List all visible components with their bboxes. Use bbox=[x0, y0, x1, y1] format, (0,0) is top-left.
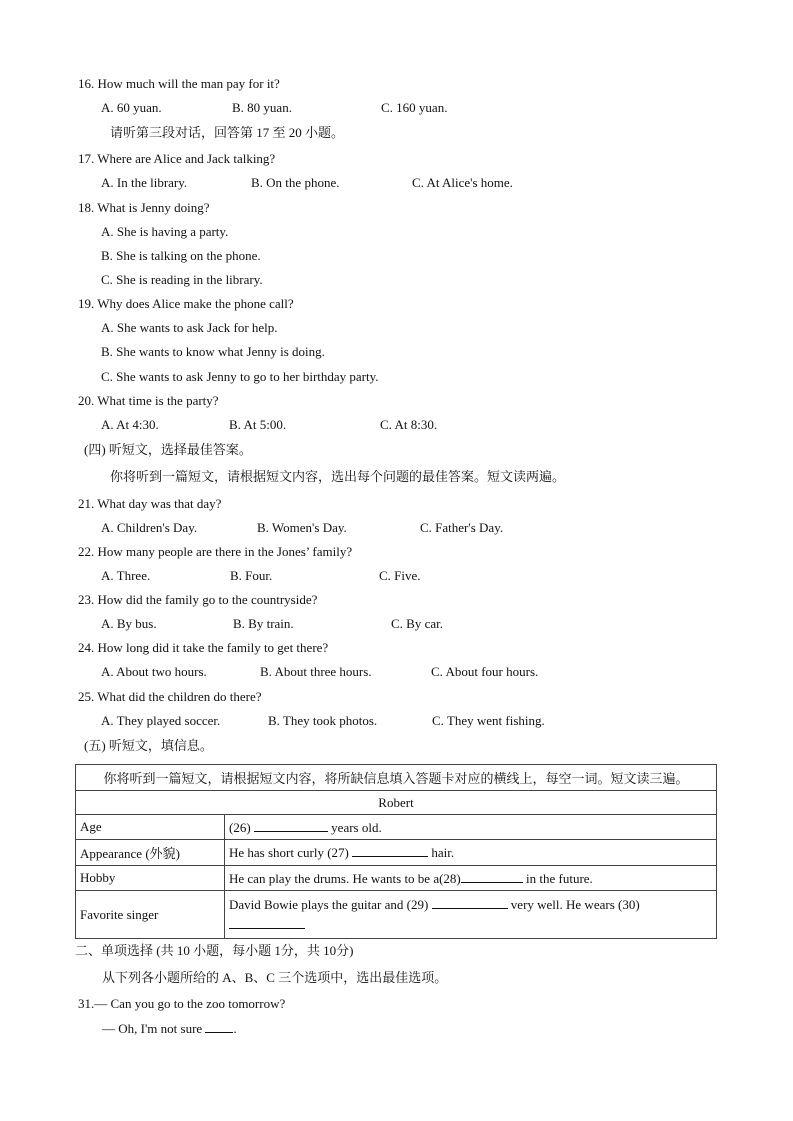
question-23: 23. How did the family go to the countryside? bbox=[78, 592, 318, 607]
table-name: Robert bbox=[76, 791, 717, 815]
q17-option-b: B. On the phone. bbox=[251, 175, 340, 190]
q17-option-c: C. At Alice's home. bbox=[412, 175, 513, 190]
q25-option-a: A. They played soccer. bbox=[101, 713, 221, 728]
blank-31[interactable] bbox=[205, 1020, 233, 1033]
table-instruction: 你将听到一篇短文，请根据短文内容，将所缺信息填入答题卡对应的横线上，每空一词。短文读三遍。 bbox=[76, 765, 717, 791]
row-value-age: (26) years old. bbox=[225, 815, 717, 840]
q23-option-a: A. By bus. bbox=[101, 616, 157, 631]
part-2-heading: 二、单项选择 (共 10 小题，每小题 1分，共 10分) bbox=[75, 943, 354, 958]
question-18: 18. What is Jenny doing? bbox=[78, 200, 210, 215]
q24-option-b: B. About three hours. bbox=[260, 664, 372, 679]
q16-option-b: B. 80 yuan. bbox=[232, 100, 292, 115]
q20-option-a: A. At 4:30. bbox=[101, 417, 159, 432]
blank-30[interactable] bbox=[229, 916, 305, 929]
blank-29[interactable] bbox=[432, 896, 508, 909]
question-16: 16. How much will the man pay for it? bbox=[78, 76, 280, 91]
part-2-intro: 从下列各小题所给的 A、B、C 三个选项中，选出最佳选项。 bbox=[102, 970, 448, 985]
question-17: 17. Where are Alice and Jack talking? bbox=[78, 151, 276, 166]
question-24: 24. How long did it take the family to get there? bbox=[78, 640, 329, 655]
question-31: 31.— Can you go to the zoo tomorrow? bbox=[78, 996, 286, 1011]
q24-option-a: A. About two hours. bbox=[101, 664, 207, 679]
q16-option-a: A. 60 yuan. bbox=[101, 100, 162, 115]
row-value-hobby: He can play the drums. He wants to be a(28) in the future. bbox=[225, 866, 717, 891]
q21-option-b: B. Women's Day. bbox=[257, 520, 347, 535]
q22-option-c: C. Five. bbox=[379, 568, 421, 583]
q20-option-c: C. At 8:30. bbox=[380, 417, 438, 432]
question-25: 25. What did the children do there? bbox=[78, 689, 262, 704]
q19-option-b: B. She wants to know what Jenny is doing. bbox=[101, 344, 325, 359]
q19-option-c: C. She wants to ask Jenny to go to her birthday party. bbox=[101, 369, 379, 384]
section-3-intro: 请听第三段对话，回答第 17 至 20 小题。 bbox=[110, 125, 345, 140]
q25-option-c: C. They went fishing. bbox=[432, 713, 545, 728]
blank-28[interactable] bbox=[461, 870, 523, 883]
q31-reply: — Oh, I'm not sure . bbox=[102, 1021, 237, 1036]
part-4-intro: 你将听到一篇短文，请根据短文内容，选出每个问题的最佳答案。短文读两遍。 bbox=[110, 469, 566, 484]
question-20: 20. What time is the party? bbox=[78, 393, 219, 408]
q25-option-b: B. They took photos. bbox=[268, 713, 378, 728]
part-5-heading: (五) 听短文，填信息。 bbox=[84, 738, 213, 753]
q19-option-a: A. She wants to ask Jack for help. bbox=[101, 320, 278, 335]
blank-26[interactable] bbox=[254, 819, 328, 832]
part-4-heading: (四) 听短文，选择最佳答案。 bbox=[84, 442, 252, 457]
q21-option-c: C. Father's Day. bbox=[420, 520, 504, 535]
q24-option-c: C. About four hours. bbox=[431, 664, 539, 679]
q23-option-c: C. By car. bbox=[391, 616, 443, 631]
question-22: 22. How many people are there in the Jones’ family? bbox=[78, 544, 353, 559]
q18-option-c: C. She is reading in the library. bbox=[101, 272, 263, 287]
row-value-appearance: He has short curly (27) hair. bbox=[225, 840, 717, 866]
row-label-appearance: Appearance (外貌) bbox=[76, 840, 225, 866]
q18-option-a: A. She is having a party. bbox=[101, 224, 229, 239]
row-label-favorite-singer: Favorite singer bbox=[76, 891, 225, 939]
row-value-favorite-singer: David Bowie plays the guitar and (29) very well. He wears (30) bbox=[225, 891, 717, 939]
q18-option-b: B. She is talking on the phone. bbox=[101, 248, 261, 263]
question-21: 21. What day was that day? bbox=[78, 496, 222, 511]
row-label-hobby: Hobby bbox=[76, 866, 225, 891]
q23-option-b: B. By train. bbox=[233, 616, 294, 631]
q22-option-b: B. Four. bbox=[230, 568, 273, 583]
q21-option-a: A. Children's Day. bbox=[101, 520, 198, 535]
row-label-age: Age bbox=[76, 815, 225, 840]
q16-option-c: C. 160 yuan. bbox=[381, 100, 448, 115]
info-table bbox=[75, 764, 717, 939]
blank-27[interactable] bbox=[352, 844, 428, 857]
q17-option-a: A. In the library. bbox=[101, 175, 188, 190]
question-19: 19. Why does Alice make the phone call? bbox=[78, 296, 294, 311]
q20-option-b: B. At 5:00. bbox=[229, 417, 287, 432]
q22-option-a: A. Three. bbox=[101, 568, 151, 583]
